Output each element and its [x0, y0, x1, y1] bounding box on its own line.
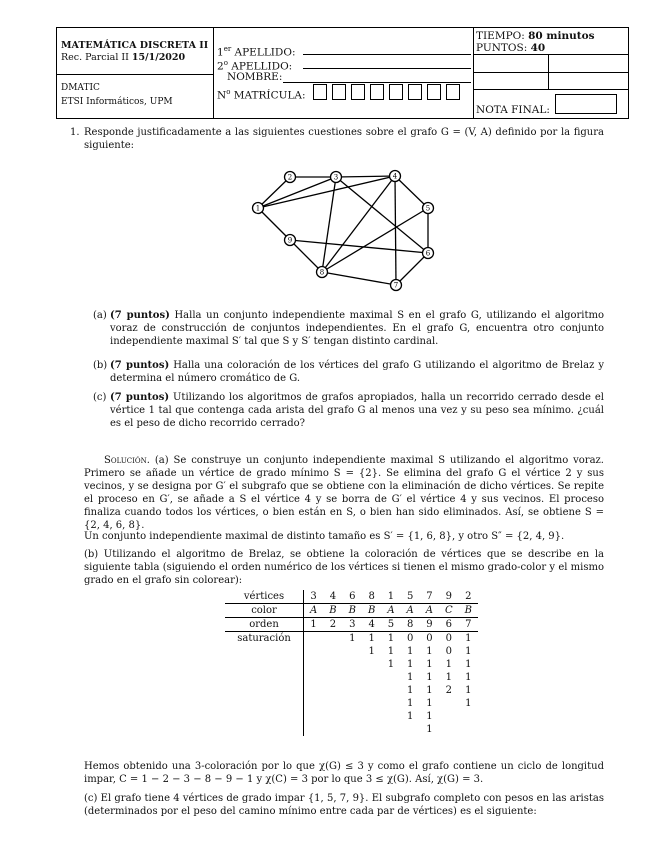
table-cell: 3 — [304, 590, 324, 604]
table-row-color — [225, 604, 478, 618]
table-cell: B — [459, 604, 478, 618]
solution-paragraph-b2: Hemos obtenido una 3-coloración por lo que χ(G) ≤ 3 y como el grafo contiene un ciclo de longitud impar, C = 1 − 2 − 3 − 8 − 9 − 1 y χ(C) = 3 por lo que 3 ≤ χ(G). Así, χ(G) = 3. — [84, 761, 604, 785]
table-row-label — [225, 671, 304, 684]
part-label: (a) — [93, 310, 107, 321]
edge-9-6 — [290, 240, 428, 253]
matricula-box[interactable] — [389, 84, 403, 100]
table-cell: 3 — [343, 618, 362, 632]
table-cell — [323, 632, 342, 646]
table-cell — [343, 684, 362, 697]
table-cell — [304, 671, 324, 684]
table-cell: 1 — [426, 672, 433, 683]
table-cell — [343, 671, 362, 684]
solution-paragraph-c: (c) El grafo tiene 4 vértices de grado impar {1, 5, 7, 9}. El subgrafo completo con pesos en las aristas (determinados por el peso del camino mínimo entre cada par de vértices) es el siguiente: — [84, 793, 604, 817]
table-cell — [343, 658, 362, 671]
table-row-saturation — [225, 723, 478, 736]
table-cell: 1 — [368, 633, 375, 644]
table-cell: 1 — [387, 646, 395, 657]
table-cell — [304, 684, 324, 697]
vertex-6 — [423, 248, 434, 259]
table-row-saturation — [225, 697, 478, 710]
graph-edges — [255, 173, 431, 285]
brelaz-table — [225, 590, 478, 736]
apellido1-field[interactable] — [303, 54, 471, 55]
course-title: MATEMÁTICA DISCRETA II — [61, 40, 209, 51]
table-cell: 6 — [343, 590, 362, 604]
matricula-box[interactable] — [332, 84, 346, 100]
table-cell — [381, 671, 400, 684]
table-row-saturation — [225, 645, 478, 658]
part-label: (c) — [93, 392, 107, 403]
table-cell — [323, 671, 342, 684]
edge-8-7 — [322, 272, 396, 285]
table-cell — [323, 645, 342, 658]
table-cell: 1 — [406, 672, 414, 683]
part-label: (b) — [93, 360, 108, 371]
table-cell: 1 — [368, 646, 375, 657]
table-cell — [459, 710, 478, 723]
edge-7-4 — [395, 176, 396, 285]
table-cell: 0 — [445, 646, 453, 657]
table-cell: B — [343, 604, 362, 618]
table-cell: 1 — [426, 711, 433, 722]
table-cell — [304, 645, 324, 658]
table-cell — [439, 723, 459, 736]
table-cell — [343, 723, 362, 736]
vertex-label: 4 — [392, 172, 398, 181]
matricula-box[interactable] — [408, 84, 422, 100]
table-cell: 6 — [439, 618, 459, 632]
table-cell — [304, 710, 324, 723]
table-cell: 0 — [406, 633, 414, 644]
edge-3-4 — [336, 176, 395, 177]
vertex-1 — [253, 203, 264, 214]
table-cell: 1 — [387, 633, 395, 644]
table-cell: 1 — [426, 724, 433, 735]
solution-paragraph-a: Solución. (a) Se construye un conjunto independiente maximal S utilizando el algoritmo voraz. Primero se añade un vértice de grado mínimo S = {2}. Se elimina del grafo G el vértice 2 y sus vecinos, y se designa por G′ el subgrafo que se obtiene con la eliminación de dicho vértices. Se repite el proceso en G′, se añade a S el vértice 4 y se borra de G′ el vértice 4 y sus vecinos. El proceso finaliza cuando todos los vértices, o bien están en S, o bien han sido eliminados. Así, se obtiene S = {2, 4, 6, 8}. — [84, 455, 604, 531]
table-cell — [343, 645, 362, 658]
matricula-box[interactable] — [446, 84, 460, 100]
table-cell: 1 — [465, 659, 472, 670]
table-row-label — [225, 645, 304, 658]
table-cell — [362, 671, 381, 684]
table-cell — [439, 710, 459, 723]
edge-1-9 — [258, 208, 290, 240]
vertex-5 — [423, 203, 434, 214]
graph-figure — [240, 165, 440, 295]
table-cell — [401, 723, 420, 736]
edge-9-8 — [290, 240, 322, 272]
table-cell: 1 — [426, 698, 433, 709]
table-row-saturation — [225, 710, 478, 723]
apellido1-label: 1er APELLIDO: — [217, 45, 296, 59]
solution-paragraph-a2: Un conjunto independiente maximal de distinto tamaño es S′ = {1, 6, 8}, y otro S″ = {2, 4, 9}. — [84, 531, 565, 542]
header-divider — [473, 28, 474, 118]
table-cell: 4 — [323, 590, 342, 604]
vertex-label: 1 — [255, 204, 261, 213]
table-row-label — [225, 658, 304, 671]
question-number: 1. — [70, 127, 80, 138]
matricula-label: $N^o$ MATRÍCULA: — [217, 88, 306, 102]
table-cell — [304, 697, 324, 710]
table-cell — [381, 697, 400, 710]
table-cell — [323, 658, 342, 671]
table-row-label: saturación — [225, 632, 304, 646]
table-cell: A — [381, 604, 400, 618]
vertex-label: 3 — [333, 173, 339, 182]
table-cell: 1 — [304, 618, 324, 632]
table-cell: 1 — [426, 646, 433, 657]
table-cell: 1 — [465, 685, 472, 696]
header-divider — [57, 74, 213, 75]
vertex-3 — [331, 172, 342, 183]
table-row-label: color — [225, 604, 304, 618]
table-cell: 2 — [445, 685, 453, 696]
table-cell: 1 — [445, 659, 453, 670]
nota-final-box[interactable] — [555, 94, 617, 114]
edge-4-5 — [395, 176, 428, 208]
nombre-label: NOMBRE: — [227, 71, 283, 83]
matricula-box[interactable] — [370, 84, 384, 100]
solution-paragraph-b: (b) Utilizando el algoritmo de Brelaz, se obtiene la coloración de vértices que se describe en la siguiente tabla (siguiendo el orden numérico de los vértices si tienen el mismo grado-color y el mismo grado en el grafo sin colorear): — [84, 549, 604, 586]
table-cell: 1 — [465, 633, 472, 644]
table-cell: B — [362, 604, 381, 618]
table-cell: 2 — [323, 618, 342, 632]
vertex-2 — [285, 172, 296, 183]
table-row-order — [225, 618, 478, 632]
table-row-saturation — [225, 658, 478, 671]
table-cell: 4 — [362, 618, 381, 632]
header-divider — [213, 28, 214, 118]
table-cell — [323, 684, 342, 697]
department: DMATIC — [61, 83, 100, 93]
table-row-saturation — [225, 684, 478, 697]
table-cell: 8 — [401, 618, 420, 632]
table-cell: 1 — [406, 698, 414, 709]
vertex-4 — [390, 171, 401, 182]
table-row-label — [225, 684, 304, 697]
table-cell: 1 — [426, 685, 433, 696]
table-cell — [304, 723, 324, 736]
table-cell — [304, 632, 324, 646]
table-cell: 0 — [445, 633, 453, 644]
matricula-box[interactable] — [427, 84, 441, 100]
table-cell: 1 — [445, 672, 453, 683]
vertex-label: 5 — [425, 204, 431, 213]
table-cell: 7 — [459, 618, 478, 632]
table-cell — [323, 723, 342, 736]
table-row-label — [225, 723, 304, 736]
table-cell — [343, 710, 362, 723]
vertex-label: 7 — [393, 281, 399, 290]
table-cell: 8 — [362, 590, 381, 604]
exam-title: Rec. Parcial II 15/1/2020 — [61, 52, 186, 63]
part-c-text: (7 puntos) Utilizando los algoritmos de grafos apropiados, halla un recorrido cerrado desde el vértice 1 tal que contenga cada arista del grafo G al menos una vez y su peso sea mínimo. ¿cuál es el peso de dicho recorrido cerrado? — [110, 392, 605, 429]
table-cell: 5 — [401, 590, 420, 604]
table-cell: 1 — [426, 659, 433, 670]
table-cell — [343, 697, 362, 710]
table-cell — [362, 723, 381, 736]
table-cell: 1 — [406, 711, 414, 722]
vertex-label: 2 — [287, 173, 293, 182]
vertex-label: 6 — [425, 249, 431, 258]
table-cell: C — [439, 604, 459, 618]
table-cell: 1 — [465, 698, 472, 709]
table-cell — [381, 723, 400, 736]
tiempo: TIEMPO: 80 minutos — [476, 30, 595, 42]
table-cell: 1 — [349, 633, 356, 644]
part-a-text: (7 puntos) Halla un conjunto independiente maximal S en el grafo G, utilizando el algoritmo voraz de construcción de conjuntos independientes. En el grafo G, encuentra otro conjunto independiente maximal S′ tal que S y S′ tengan distinto cardinal. — [110, 310, 605, 347]
nota-final-label: NOTA FINAL: — [476, 104, 550, 116]
table-cell: 9 — [439, 590, 459, 604]
table-row-label — [225, 710, 304, 723]
table-cell — [362, 697, 381, 710]
header-divider — [548, 54, 549, 89]
table-cell: 7 — [420, 590, 439, 604]
table-cell: 1 — [406, 646, 414, 657]
table-cell — [362, 684, 381, 697]
vertex-7 — [391, 280, 402, 291]
vertex-label: 8 — [319, 268, 325, 277]
matricula-boxes[interactable] — [313, 84, 473, 100]
table-cell: 1 — [406, 659, 414, 670]
table-cell: 1 — [381, 590, 400, 604]
table-cell: 0 — [426, 633, 433, 644]
table-cell — [323, 697, 342, 710]
header-divider — [473, 72, 629, 73]
matricula-box[interactable] — [313, 84, 327, 100]
edge-6-7 — [396, 253, 428, 285]
table-cell: 1 — [465, 646, 472, 657]
apellido2-field[interactable] — [303, 68, 471, 69]
table-cell: 1 — [465, 672, 472, 683]
table-cell — [381, 710, 400, 723]
table-row-label: orden — [225, 618, 304, 632]
part-b-text: (7 puntos) Halla una coloración de los vértices del grafo G utilizando el algoritmo de Brelaz y determina el número cromático de G. — [110, 360, 605, 384]
table-row-label — [225, 697, 304, 710]
table-row-saturation — [225, 632, 478, 646]
table-row-vertices — [225, 590, 478, 604]
puntos: PUNTOS: 40 — [476, 42, 546, 54]
vertex-8 — [317, 267, 328, 278]
table-cell — [362, 658, 381, 671]
nombre-field[interactable] — [283, 82, 471, 83]
table-cell — [459, 723, 478, 736]
header-divider — [473, 54, 629, 55]
table-cell: 1 — [387, 659, 395, 670]
table-cell: 2 — [459, 590, 478, 604]
vertex-label: 9 — [287, 236, 293, 245]
table-row-saturation — [225, 671, 478, 684]
header-divider — [473, 89, 629, 90]
table-cell: 5 — [381, 618, 400, 632]
table-cell — [381, 684, 400, 697]
table-cell: 9 — [420, 618, 439, 632]
table-cell: A — [420, 604, 439, 618]
table-cell: B — [323, 604, 342, 618]
question-text: Responde justificadamente a las siguientes cuestiones sobre el grafo G = (V, A) definido por la figura siguiente: — [84, 127, 604, 151]
edge-3-6 — [336, 177, 431, 253]
table-cell: A — [401, 604, 420, 618]
table-row-label: vértices — [225, 590, 304, 604]
table-cell: 1 — [406, 685, 414, 696]
table-cell — [362, 710, 381, 723]
edge-1-2 — [258, 177, 290, 208]
apellido2-label: 2$^o$ APELLIDO: — [217, 59, 293, 73]
school: ETSI Informáticos, UPM — [61, 97, 173, 107]
table-cell — [323, 710, 342, 723]
matricula-box[interactable] — [351, 84, 365, 100]
table-cell — [304, 658, 324, 671]
exam-header — [56, 27, 629, 119]
vertex-9 — [285, 235, 296, 246]
table-cell: A — [304, 604, 324, 618]
table-cell — [439, 697, 459, 710]
